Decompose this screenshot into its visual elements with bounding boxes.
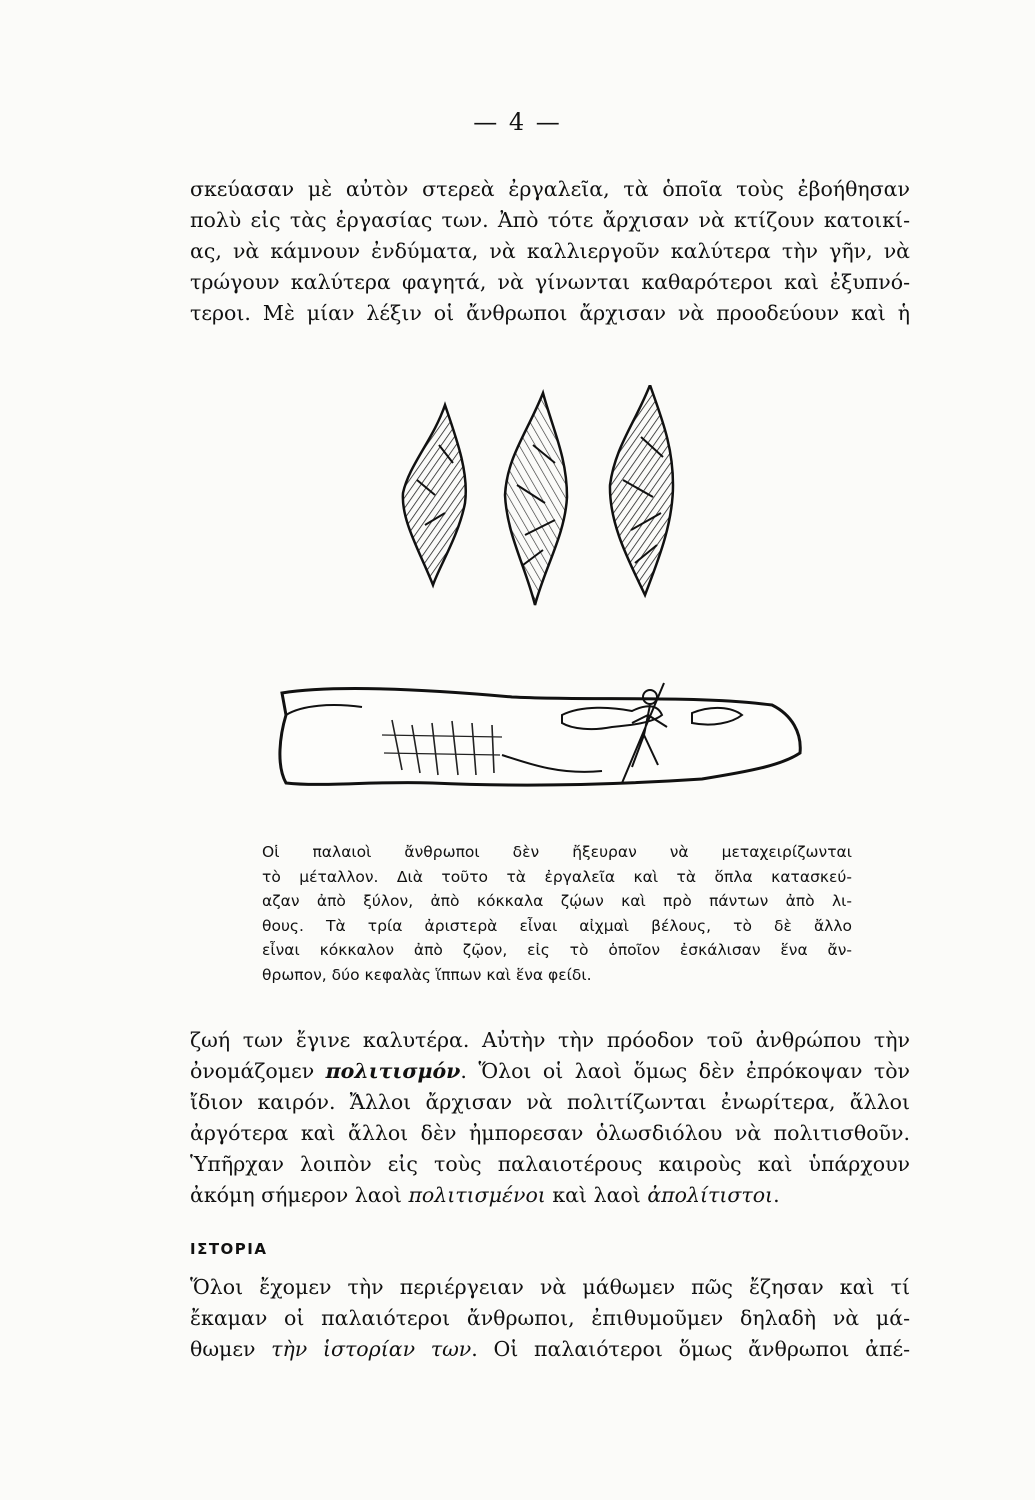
text-line: σκεύασαν μὲ αὐτὸν στερεὰ ἐργαλεῖα, τὰ ὁποῖα τοὺς ἐβοήθησαν bbox=[190, 177, 910, 201]
text-line: πολὺ εἰς τὰς ἐργασίας των. Ἀπὸ τότε ἄρχισαν νὰ κτίζουν κατοικί- bbox=[190, 208, 910, 232]
caption-line: τὸ μέταλλον. Διὰ τοῦτο τὰ ἐργαλεῖα καὶ τὰ ὅπλα κατασκεύ- bbox=[262, 867, 852, 886]
emphasis-term: τὴν ἱστορίαν των bbox=[271, 1337, 472, 1361]
arrowheads-illustration bbox=[395, 385, 695, 620]
text-line: ἀκόμη σήμερον λαοὶ πολιτισμένοι καὶ λαοὶ ἀπολίτιστοι. bbox=[190, 1183, 780, 1207]
arrowhead-left bbox=[403, 405, 466, 585]
text-line: Ὅλοι ἔχομεν τὴν περιέργειαν νὰ μάθωμεν πῶς ἔζησαν καὶ τί bbox=[190, 1275, 910, 1299]
paragraph-civilization bbox=[190, 1025, 910, 1211]
text-line: ὀνομάζομεν πολιτισμόν. Ὅλοι οἱ λαοὶ ὅμως δὲν ἐπρόκοψαν τὸν bbox=[190, 1059, 911, 1083]
text-line: τρώγουν καλύτερα φαγητά, νὰ γίνωνται καθαρότεροι καὶ ἐξυπνό- bbox=[190, 270, 910, 294]
text-line: ἴδιον καιρόν. Ἄλλοι ἄρχισαν νὰ πολιτίζωνται ἐνωρίτερα, ἄλλοι bbox=[190, 1090, 910, 1114]
emphasis-term: πολιτισμόν bbox=[325, 1059, 461, 1083]
emphasis-term: πολιτισμένοι bbox=[408, 1183, 546, 1207]
caption-line: θους. Τὰ τρία ἀριστερὰ εἶναι αἰχμαὶ βέλους, τὸ δὲ ἄλλο bbox=[262, 916, 852, 935]
text-line: ἔκαμαν οἱ παλαιότεροι ἄνθρωποι, ἐπιθυμοῦμεν δηλαδὴ νὰ μά- bbox=[190, 1306, 910, 1330]
text-line: Ὑπῆρχαν λοιπὸν εἰς τοὺς παλαιοτέρους καιροὺς καὶ ὑπάρχουν bbox=[190, 1152, 910, 1176]
page-number: — 4 — bbox=[473, 108, 562, 136]
text-line: τεροι. Μὲ μίαν λέξιν οἱ ἄνθρωποι ἄρχισαν νὰ προοδεύουν καὶ ἡ bbox=[190, 301, 910, 325]
caption-line: αζαν ἀπὸ ξύλον, ἀπὸ κόκκαλα ζῴων καὶ πρὸ πάντων ἀπὸ λι- bbox=[262, 892, 852, 910]
paragraph-history bbox=[190, 1272, 910, 1365]
text-line: θωμεν τὴν ἱστορίαν των. Οἱ παλαιότεροι ὅμως ἄνθρωποι ἀπέ- bbox=[190, 1337, 910, 1361]
caption-line: Οἱ παλαιοὶ ἄνθρωποι δὲν ἤξευραν νὰ μεταχειρίζωνται bbox=[262, 843, 852, 861]
arrowhead-middle bbox=[505, 393, 567, 605]
text-line: ζωή των ἔγινε καλυτέρα. Αὐτὴν τὴν πρόοδον τοῦ ἀνθρώπου τὴν bbox=[190, 1028, 910, 1052]
emphasis-term: ἀπολίτιστοι bbox=[647, 1183, 774, 1207]
arrowhead-right bbox=[610, 385, 673, 595]
caption-line: εἶναι κόκκαλον ἀπὸ ζῷον, εἰς τὸ ὁποῖον ἐσκάλισαν ἕνα ἄν- bbox=[262, 941, 852, 959]
caption-line: θρωπον, δύο κεφαλὰς ἵππων καὶ ἕνα φείδι. bbox=[262, 965, 592, 984]
figure-caption bbox=[262, 840, 852, 987]
section-heading: ΙΣΤΟΡΙΑ bbox=[190, 1240, 268, 1258]
text-line: ἀργότερα καὶ ἄλλοι δὲν ἠμπορεσαν ὁλωσδιόλου νὰ πολιτισθοῦν. bbox=[190, 1121, 910, 1145]
paragraph-intro bbox=[190, 174, 910, 329]
text-line: ας, νὰ κάμνουν ἐνδύματα, νὰ καλλιεργοῦν καλύτερα τὴν γῆν, νὰ bbox=[190, 239, 910, 263]
engraved-bone-illustration bbox=[272, 675, 812, 805]
